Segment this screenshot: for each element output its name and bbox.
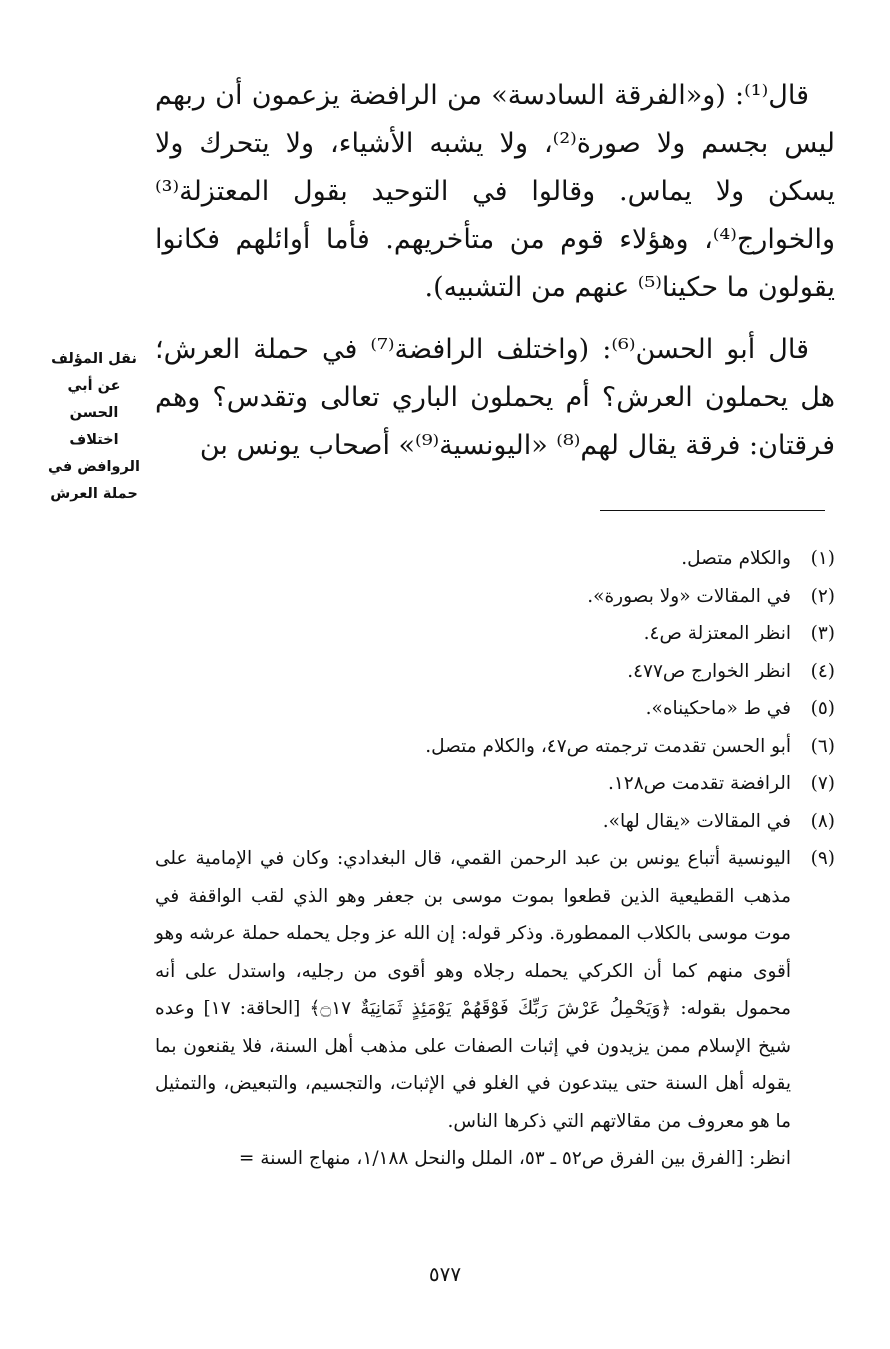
footnote-number (791, 1140, 835, 1178)
footnote-text: أبو الحسن تقدمت ترجمته ص٤٧، والكلام متصل. (425, 735, 791, 757)
paragraph-1: قال⁽¹⁾: (و«الفرقة السادسة» من الرافضة يزعمون أن ربهم ليس بجسم ولا صورة⁽²⁾، ولا يشبه الأشياء، ولا يتحرك ولا يسكن ولا يماس. وقالوا في التوحيد بقول المعتزلة⁽³⁾ والخوارج⁽⁴⁾، وهؤلاء قوم من متأخريهم. فأما أوائلهم فكانوا يقولون ما حكينا⁽⁵⁾ عنهم من التشبيه). (155, 80, 835, 303)
footnote-number: (١) (810, 548, 835, 569)
footnote (155, 728, 835, 766)
page-number: ٥٧٧ (428, 1262, 462, 1286)
footnotes (155, 540, 835, 1178)
footnote-number: (٩) (810, 848, 835, 869)
footnote-text: اليونسية أتباع يونس بن عبد الرحمن القمي، قال البغدادي: وكان في الإمامية على مذهب القطيعية الذين قطعوا بموت موسى بن جعفر وهو الذي لقب الواقفة في موت موسى بالكلاب الممطورة. وذكر قوله: إن الله عز وجل يحمله حملة عرشه وهو أقوى منهم كما أن الكركي يحمله رجلاه وهو أقوى من رجليه، واستدل على أنه محمول بقوله: ﴿وَيَحْمِلُ عَرْشَ رَبِّكَ فَوْقَهُمْ يَوْمَئِذٍ ثَمَانِيَةٌ ۝١٧﴾ [الحاقة: ١٧] وعده شيخ الإسلام ممن يزيدون في إثبات الصفات على مذهب أهل السنة، فلا يقنعون بما يقوله أهل السنة حتى يبتدعون في الغلو في الإثبات، والتجسيم، والتبعيض، والتمثيل ما هو معروف من مقالاتهم التي ذكرها الناس. (155, 848, 791, 1132)
footnote (155, 540, 835, 578)
footnote (155, 653, 835, 691)
footnote-text: في ط «ماحكيناه». (645, 698, 791, 719)
footnote (155, 690, 835, 728)
margin-note: نقل المؤلف عن أبي الحسن اختلاف الروافض في حملة العرش (48, 351, 140, 502)
paragraph-2: قال أبو الحسن⁽⁶⁾: (واختلف الرافضة⁽⁷⁾ في حملة العرش؛ هل يحملون العرش؟ أم يحملون الباري تعالى وتقدس؟ وهم فرقتان: فرقة يقال لهم⁽⁸⁾ «اليونسية⁽⁹⁾» أصحاب يونس بن (155, 334, 835, 461)
footnote (155, 765, 835, 803)
footnote (155, 803, 835, 841)
footnote-separator (600, 510, 825, 511)
footnote (155, 840, 835, 1140)
footnote-number: (٨) (810, 810, 835, 832)
footnote-text: انظر المعتزلة ص٤. (643, 623, 791, 644)
footnote-number: (٤) (810, 660, 835, 682)
footnote-number: (٦) (810, 735, 835, 757)
footnote-number: (٥) (810, 698, 835, 719)
main-text (155, 72, 835, 470)
footnote-number: (٣) (810, 623, 835, 644)
footnote-text: الرافضة تقدمت ص١٢٨. (607, 773, 791, 794)
footnote-number: (٧) (810, 773, 835, 794)
footnote-continuation (155, 1140, 835, 1178)
footnote-text: والكلام متصل. (681, 548, 791, 569)
footnote (155, 578, 835, 616)
footnote-text: انظر الخوارج ص٤٧٧. (627, 660, 791, 682)
footnote (155, 615, 835, 653)
footnote-text: في المقالات «ولا بصورة». (587, 585, 791, 607)
footnote-number: (٢) (810, 585, 835, 607)
footnote-text: انظر: [الفرق بين الفرق ص٥٢ ـ ٥٣، الملل والنحل ١/١٨٨، منهاج السنة = (238, 1148, 791, 1169)
footnote-text: في المقالات «يقال لها». (602, 810, 791, 832)
